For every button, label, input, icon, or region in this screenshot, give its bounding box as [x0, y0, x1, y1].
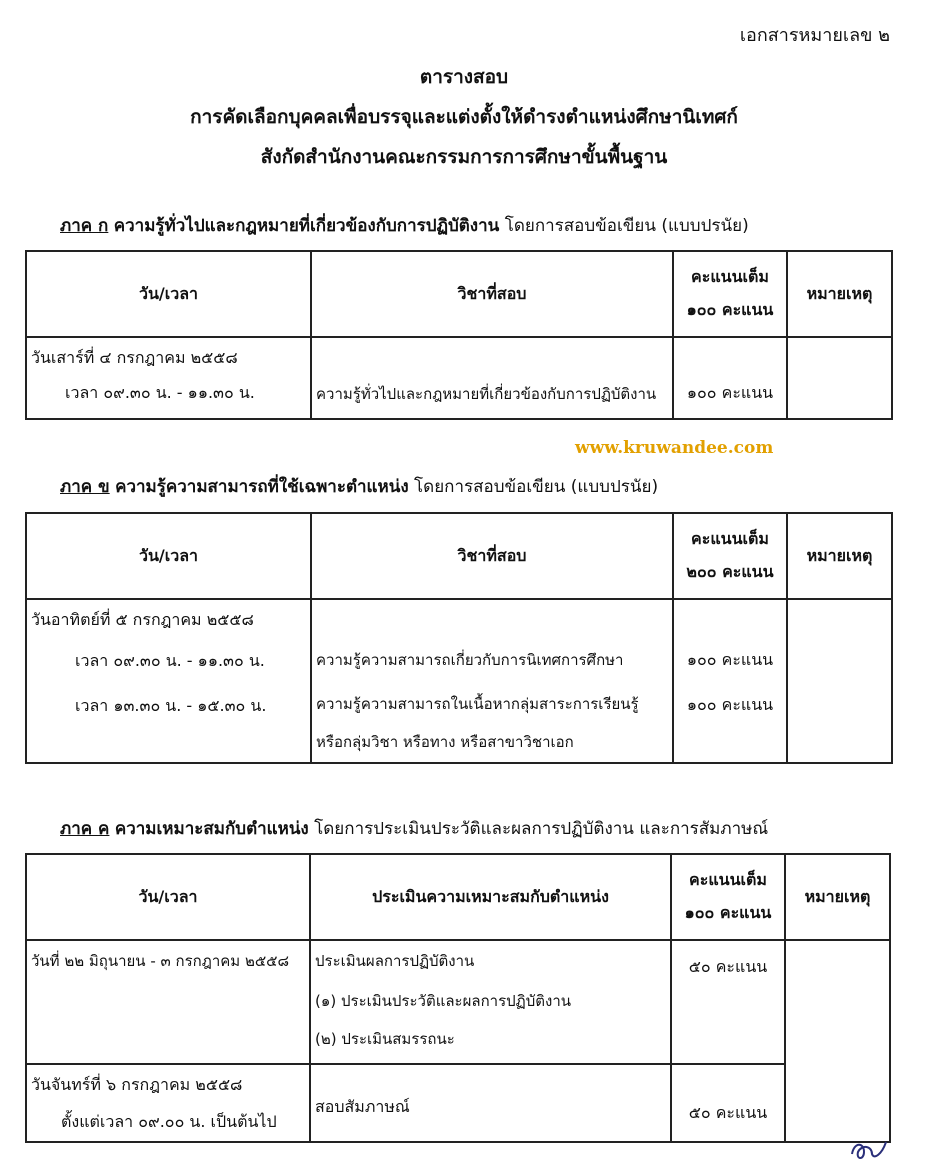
exam-score-2: ๑๐๐ คะแนน — [686, 695, 774, 714]
cell-date — [26, 1064, 310, 1142]
table-row — [26, 1064, 890, 1142]
cell-date — [26, 337, 311, 419]
exam-subject-item-1: (๑) ประเมินประวัติและผลการปฏิบัติงาน — [315, 992, 572, 1010]
exam-date: วันที่ ๒๒ มิถุนายน - ๓ กรกฎาคม ๒๕๕๘ — [31, 952, 290, 970]
part-c-table — [25, 853, 891, 1143]
part-c-method: โดยการประเมินประวัติและผลการปฏิบัติงาน และการสัมภาษณ์ — [314, 819, 769, 839]
exam-date: วันจันทร์ที่ ๖ กรกฎาคม ๒๕๕๘ — [31, 1075, 243, 1094]
cell-subject — [310, 940, 671, 1064]
exam-score: ๑๐๐ คะแนน — [673, 337, 787, 419]
watermark-url: www.kruwandee.com — [575, 438, 774, 458]
exam-score-1: ๑๐๐ คะแนน — [686, 650, 774, 669]
part-a-method: โดยการสอบข้อเขียน (แบบปรนัย) — [504, 216, 749, 236]
exam-note — [787, 599, 892, 763]
exam-time-afternoon: เวลา ๑๓.๓๐ น. - ๑๕.๓๐ น. — [75, 696, 267, 715]
exam-subject-2: ความรู้ความสามารถในเนื้อหากลุ่มสาระการเรียนรู้ — [316, 695, 639, 713]
header-note: หมายเหตุ — [787, 251, 892, 337]
signature-mark — [848, 1132, 892, 1166]
header-note: หมายเหตุ — [785, 854, 890, 940]
exam-time: ตั้งแต่เวลา ๐๙.๐๐ น. เป็นต้นไป — [61, 1112, 277, 1131]
cell-subjects — [311, 599, 673, 763]
header-score-total: ๒๐๐ คะแนน — [686, 562, 774, 581]
table-header-row — [26, 513, 892, 599]
header-score — [671, 854, 785, 940]
page-subtitle: การคัดเลือกบุคคลเพื่อบรรจุและแต่งตั้งให้ดำรงตำแหน่งศึกษานิเทศก์ — [190, 106, 738, 128]
document-number: เอกสารหมายเลข ๒ — [739, 25, 890, 46]
header-subject: ประเมินความเหมาะสมกับตำแหน่ง — [310, 854, 671, 940]
part-b-topic: ความรู้ความสามารถที่ใช้เฉพาะตำแหน่ง — [115, 477, 409, 497]
exam-note — [787, 337, 892, 419]
exam-date: วันอาทิตย์ที่ ๕ กรกฎาคม ๒๕๕๘ — [31, 610, 254, 629]
exam-subject-2-cont: หรือกลุ่มวิชา หรือทาง หรือสาขาวิชาเอก — [316, 733, 574, 751]
table-row — [26, 940, 890, 1064]
header-score — [673, 251, 787, 337]
header-score-label: คะแนนเต็ม — [691, 267, 769, 286]
header-score-total: ๑๐๐ คะแนน — [686, 300, 774, 319]
exam-subject: สอบสัมภาษณ์ — [310, 1064, 671, 1142]
exam-score: ๕๐ คะแนน — [671, 1064, 785, 1142]
header-score-total: ๑๐๐ คะแนน — [684, 903, 772, 922]
part-b-table — [25, 512, 893, 764]
part-b-label: ภาค ข — [60, 477, 110, 497]
part-c-topic: ความเหมาะสมกับตำแหน่ง — [114, 819, 309, 839]
cell-date — [26, 599, 311, 763]
header-subject: วิชาที่สอบ — [311, 251, 673, 337]
table-row — [26, 337, 892, 419]
header-score — [673, 513, 787, 599]
header-score-label: คะแนนเต็ม — [689, 870, 767, 889]
header-subject: วิชาที่สอบ — [311, 513, 673, 599]
page-title: ตารางสอบ — [419, 66, 509, 88]
part-a-label: ภาค ก — [60, 216, 109, 236]
exam-subject-1: ความรู้ความสามารถเกี่ยวกับการนิเทศการศึกษา — [316, 651, 624, 669]
part-c-label: ภาค ค — [60, 819, 110, 839]
header-date: วัน/เวลา — [26, 513, 311, 599]
exam-score: ๕๐ คะแนน — [671, 940, 785, 1064]
part-a-heading — [60, 212, 749, 239]
exam-note — [785, 940, 890, 1142]
exam-subject-item-2: (๒) ประเมินสมรรถนะ — [315, 1030, 455, 1048]
part-a-topic: ความรู้ทั่วไปและกฎหมายที่เกี่ยวข้องกับการปฏิบัติงาน — [113, 216, 500, 236]
page-agency: สังกัดสำนักงานคณะกรรมการการศึกษาขั้นพื้นฐาน — [260, 146, 668, 168]
exam-date: วันเสาร์ที่ ๔ กรกฎาคม ๒๕๕๘ — [31, 348, 238, 367]
part-b-method: โดยการสอบข้อเขียน (แบบปรนัย) — [414, 477, 659, 497]
table-header-row — [26, 854, 890, 940]
header-score-label: คะแนนเต็ม — [691, 529, 769, 548]
header-date: วัน/เวลา — [26, 251, 311, 337]
cell-date — [26, 940, 310, 1064]
table-row — [26, 599, 892, 763]
exam-time: เวลา ๐๙.๓๐ น. - ๑๑.๓๐ น. — [65, 383, 255, 402]
table-header-row — [26, 251, 892, 337]
part-c-heading — [60, 815, 768, 842]
exam-time-morning: เวลา ๐๙.๓๐ น. - ๑๑.๓๐ น. — [75, 651, 265, 670]
exam-subject: ความรู้ทั่วไปและกฎหมายที่เกี่ยวข้องกับการปฏิบัติงาน — [311, 337, 673, 419]
part-b-heading — [60, 473, 658, 500]
cell-scores — [673, 599, 787, 763]
header-note: หมายเหตุ — [787, 513, 892, 599]
exam-subject: ประเมินผลการปฏิบัติงาน — [315, 952, 475, 970]
header-date: วัน/เวลา — [26, 854, 310, 940]
part-a-table — [25, 250, 893, 420]
